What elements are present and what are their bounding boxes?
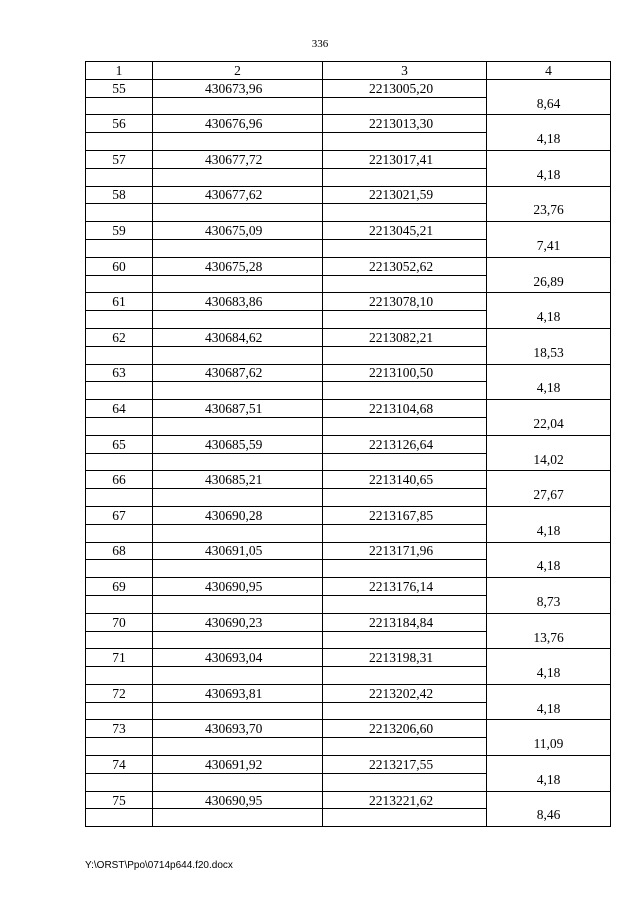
empty-cell [86, 560, 153, 578]
segment-distance-cell [487, 400, 611, 436]
segment-distance: 22,04 [533, 415, 564, 431]
empty-cell [153, 809, 323, 827]
point-number: 67 [86, 506, 153, 524]
empty-cell [153, 275, 323, 293]
x-coordinate: 430685,21 [153, 471, 323, 489]
empty-cell [323, 133, 487, 151]
y-coordinate: 2213198,31 [323, 649, 487, 667]
empty-cell [86, 738, 153, 756]
segment-distance: 11,09 [533, 736, 564, 752]
y-coordinate: 2213184,84 [323, 613, 487, 631]
empty-cell [86, 133, 153, 151]
empty-cell [86, 204, 153, 222]
point-row [86, 364, 611, 382]
y-coordinate: 2213140,65 [323, 471, 487, 489]
point-number: 64 [86, 400, 153, 418]
empty-cell [323, 631, 487, 649]
y-coordinate: 2213017,41 [323, 150, 487, 168]
empty-cell [323, 239, 487, 257]
segment-distance-cell [487, 435, 611, 471]
empty-cell [153, 524, 323, 542]
coordinates-table [85, 61, 611, 827]
empty-cell [86, 346, 153, 364]
y-coordinate: 2213202,42 [323, 684, 487, 702]
point-number: 70 [86, 613, 153, 631]
segment-distance: 4,18 [536, 380, 561, 396]
empty-cell [153, 738, 323, 756]
point-row [86, 400, 611, 418]
point-row [86, 79, 611, 97]
empty-cell [86, 97, 153, 115]
y-coordinate: 2213078,10 [323, 293, 487, 311]
point-number: 73 [86, 720, 153, 738]
empty-cell [323, 489, 487, 507]
empty-cell [86, 168, 153, 186]
x-coordinate: 430683,86 [153, 293, 323, 311]
segment-distance-cell [487, 257, 611, 293]
point-number: 66 [86, 471, 153, 489]
empty-cell [153, 204, 323, 222]
empty-cell [323, 275, 487, 293]
empty-cell [86, 239, 153, 257]
y-coordinate: 2213013,30 [323, 115, 487, 133]
segment-distance-cell [487, 150, 611, 186]
segment-distance-cell [487, 186, 611, 222]
x-coordinate: 430684,62 [153, 328, 323, 346]
empty-cell [323, 382, 487, 400]
segment-distance-cell [487, 115, 611, 151]
empty-cell [153, 417, 323, 435]
x-coordinate: 430690,28 [153, 506, 323, 524]
empty-cell [153, 168, 323, 186]
x-coordinate: 430690,95 [153, 578, 323, 596]
point-row [86, 506, 611, 524]
segment-distance: 4,18 [536, 131, 561, 147]
point-row [86, 613, 611, 631]
point-row [86, 186, 611, 204]
y-coordinate: 2213167,85 [323, 506, 487, 524]
x-coordinate: 430685,59 [153, 435, 323, 453]
column-header-1: 1 [86, 62, 153, 80]
point-number: 68 [86, 542, 153, 560]
empty-cell [86, 702, 153, 720]
y-coordinate: 2213100,50 [323, 364, 487, 382]
point-row [86, 720, 611, 738]
x-coordinate: 430687,51 [153, 400, 323, 418]
empty-cell [323, 667, 487, 685]
point-row [86, 542, 611, 560]
empty-cell [86, 417, 153, 435]
empty-cell [323, 417, 487, 435]
point-row [86, 578, 611, 596]
empty-cell [86, 311, 153, 329]
empty-cell [86, 382, 153, 400]
point-number: 62 [86, 328, 153, 346]
y-coordinate: 2213206,60 [323, 720, 487, 738]
empty-cell [323, 311, 487, 329]
empty-cell [153, 311, 323, 329]
y-coordinate: 2213052,62 [323, 257, 487, 275]
segment-distance-cell [487, 791, 611, 827]
coordinates-table-body [86, 62, 611, 827]
x-coordinate: 430675,09 [153, 222, 323, 240]
point-row [86, 150, 611, 168]
segment-distance: 8,64 [536, 95, 561, 111]
empty-cell [153, 453, 323, 471]
empty-cell [86, 489, 153, 507]
empty-cell [323, 702, 487, 720]
empty-cell [153, 773, 323, 791]
segment-distance: 26,89 [533, 273, 564, 289]
segment-distance-cell [487, 506, 611, 542]
point-number: 57 [86, 150, 153, 168]
column-header-4: 4 [487, 62, 611, 80]
segment-distance: 4,18 [536, 771, 561, 787]
segment-distance-cell [487, 756, 611, 792]
segment-distance-cell [487, 684, 611, 720]
empty-cell [323, 809, 487, 827]
point-row [86, 471, 611, 489]
segment-distance-cell [487, 649, 611, 685]
empty-cell [86, 524, 153, 542]
empty-cell [86, 667, 153, 685]
segment-distance: 4,18 [536, 700, 561, 716]
segment-distance: 14,02 [533, 451, 564, 467]
segment-distance: 8,46 [536, 807, 561, 823]
segment-distance: 7,41 [536, 237, 561, 253]
segment-distance: 18,53 [533, 344, 564, 360]
segment-distance: 4,18 [536, 166, 561, 182]
segment-distance: 27,67 [533, 487, 564, 503]
y-coordinate: 2213176,14 [323, 578, 487, 596]
point-number: 69 [86, 578, 153, 596]
x-coordinate: 430693,81 [153, 684, 323, 702]
empty-cell [86, 595, 153, 613]
empty-cell [323, 773, 487, 791]
segment-distance-cell [487, 720, 611, 756]
segment-distance-cell [487, 364, 611, 400]
x-coordinate: 430687,62 [153, 364, 323, 382]
point-row [86, 756, 611, 774]
segment-distance-cell [487, 222, 611, 258]
y-coordinate: 2213221,62 [323, 791, 487, 809]
empty-cell [323, 204, 487, 222]
empty-cell [323, 560, 487, 578]
empty-cell [323, 346, 487, 364]
x-coordinate: 430677,62 [153, 186, 323, 204]
empty-cell [153, 346, 323, 364]
segment-distance-cell [487, 328, 611, 364]
y-coordinate: 2213005,20 [323, 79, 487, 97]
y-coordinate: 2213082,21 [323, 328, 487, 346]
point-number: 72 [86, 684, 153, 702]
point-number: 56 [86, 115, 153, 133]
point-number: 65 [86, 435, 153, 453]
segment-distance: 4,18 [536, 665, 561, 681]
point-number: 55 [86, 79, 153, 97]
empty-cell [153, 631, 323, 649]
point-row [86, 684, 611, 702]
point-row [86, 435, 611, 453]
empty-cell [153, 239, 323, 257]
empty-cell [323, 524, 487, 542]
segment-distance: 23,76 [533, 202, 564, 218]
empty-cell [86, 631, 153, 649]
point-row [86, 328, 611, 346]
point-number: 75 [86, 791, 153, 809]
segment-distance-cell [487, 471, 611, 507]
y-coordinate: 2213171,96 [323, 542, 487, 560]
empty-cell [153, 667, 323, 685]
segment-distance: 4,18 [536, 309, 561, 325]
point-row [86, 649, 611, 667]
point-number: 59 [86, 222, 153, 240]
empty-cell [323, 595, 487, 613]
segment-distance-cell [487, 542, 611, 578]
y-coordinate: 2213126,64 [323, 435, 487, 453]
x-coordinate: 430691,92 [153, 756, 323, 774]
segment-distance: 8,73 [536, 593, 561, 609]
empty-cell [323, 453, 487, 471]
point-row [86, 257, 611, 275]
empty-cell [323, 97, 487, 115]
segment-distance-cell [487, 293, 611, 329]
y-coordinate: 2213021,59 [323, 186, 487, 204]
empty-cell [153, 595, 323, 613]
empty-cell [323, 738, 487, 756]
point-number: 71 [86, 649, 153, 667]
point-number: 63 [86, 364, 153, 382]
point-row [86, 222, 611, 240]
x-coordinate: 430677,72 [153, 150, 323, 168]
segment-distance: 4,18 [536, 558, 561, 574]
x-coordinate: 430676,96 [153, 115, 323, 133]
point-number: 58 [86, 186, 153, 204]
empty-cell [86, 453, 153, 471]
empty-cell [153, 133, 323, 151]
point-row [86, 791, 611, 809]
point-number: 74 [86, 756, 153, 774]
segment-distance: 4,18 [536, 522, 561, 538]
segment-distance: 13,76 [533, 629, 564, 645]
empty-cell [86, 809, 153, 827]
empty-cell [153, 489, 323, 507]
empty-cell [153, 560, 323, 578]
header-row [86, 62, 611, 80]
empty-cell [153, 97, 323, 115]
empty-cell [153, 382, 323, 400]
x-coordinate: 430691,05 [153, 542, 323, 560]
x-coordinate: 430693,04 [153, 649, 323, 667]
x-coordinate: 430675,28 [153, 257, 323, 275]
empty-cell [86, 773, 153, 791]
column-header-2: 2 [153, 62, 323, 80]
x-coordinate: 430673,96 [153, 79, 323, 97]
segment-distance-cell [487, 578, 611, 614]
point-number: 61 [86, 293, 153, 311]
page-number: 336 [311, 38, 329, 50]
point-number: 60 [86, 257, 153, 275]
point-row [86, 293, 611, 311]
segment-distance-cell [487, 79, 611, 115]
empty-cell [323, 168, 487, 186]
empty-cell [153, 702, 323, 720]
y-coordinate: 2213045,21 [323, 222, 487, 240]
segment-distance-cell [487, 613, 611, 649]
x-coordinate: 430690,95 [153, 791, 323, 809]
column-header-3: 3 [323, 62, 487, 80]
x-coordinate: 430690,23 [153, 613, 323, 631]
x-coordinate: 430693,70 [153, 720, 323, 738]
empty-cell [86, 275, 153, 293]
footer-file-path: Y:\ORST\Ppo\0714p644.f20.docx [85, 860, 233, 871]
y-coordinate: 2213217,55 [323, 756, 487, 774]
y-coordinate: 2213104,68 [323, 400, 487, 418]
point-row [86, 115, 611, 133]
